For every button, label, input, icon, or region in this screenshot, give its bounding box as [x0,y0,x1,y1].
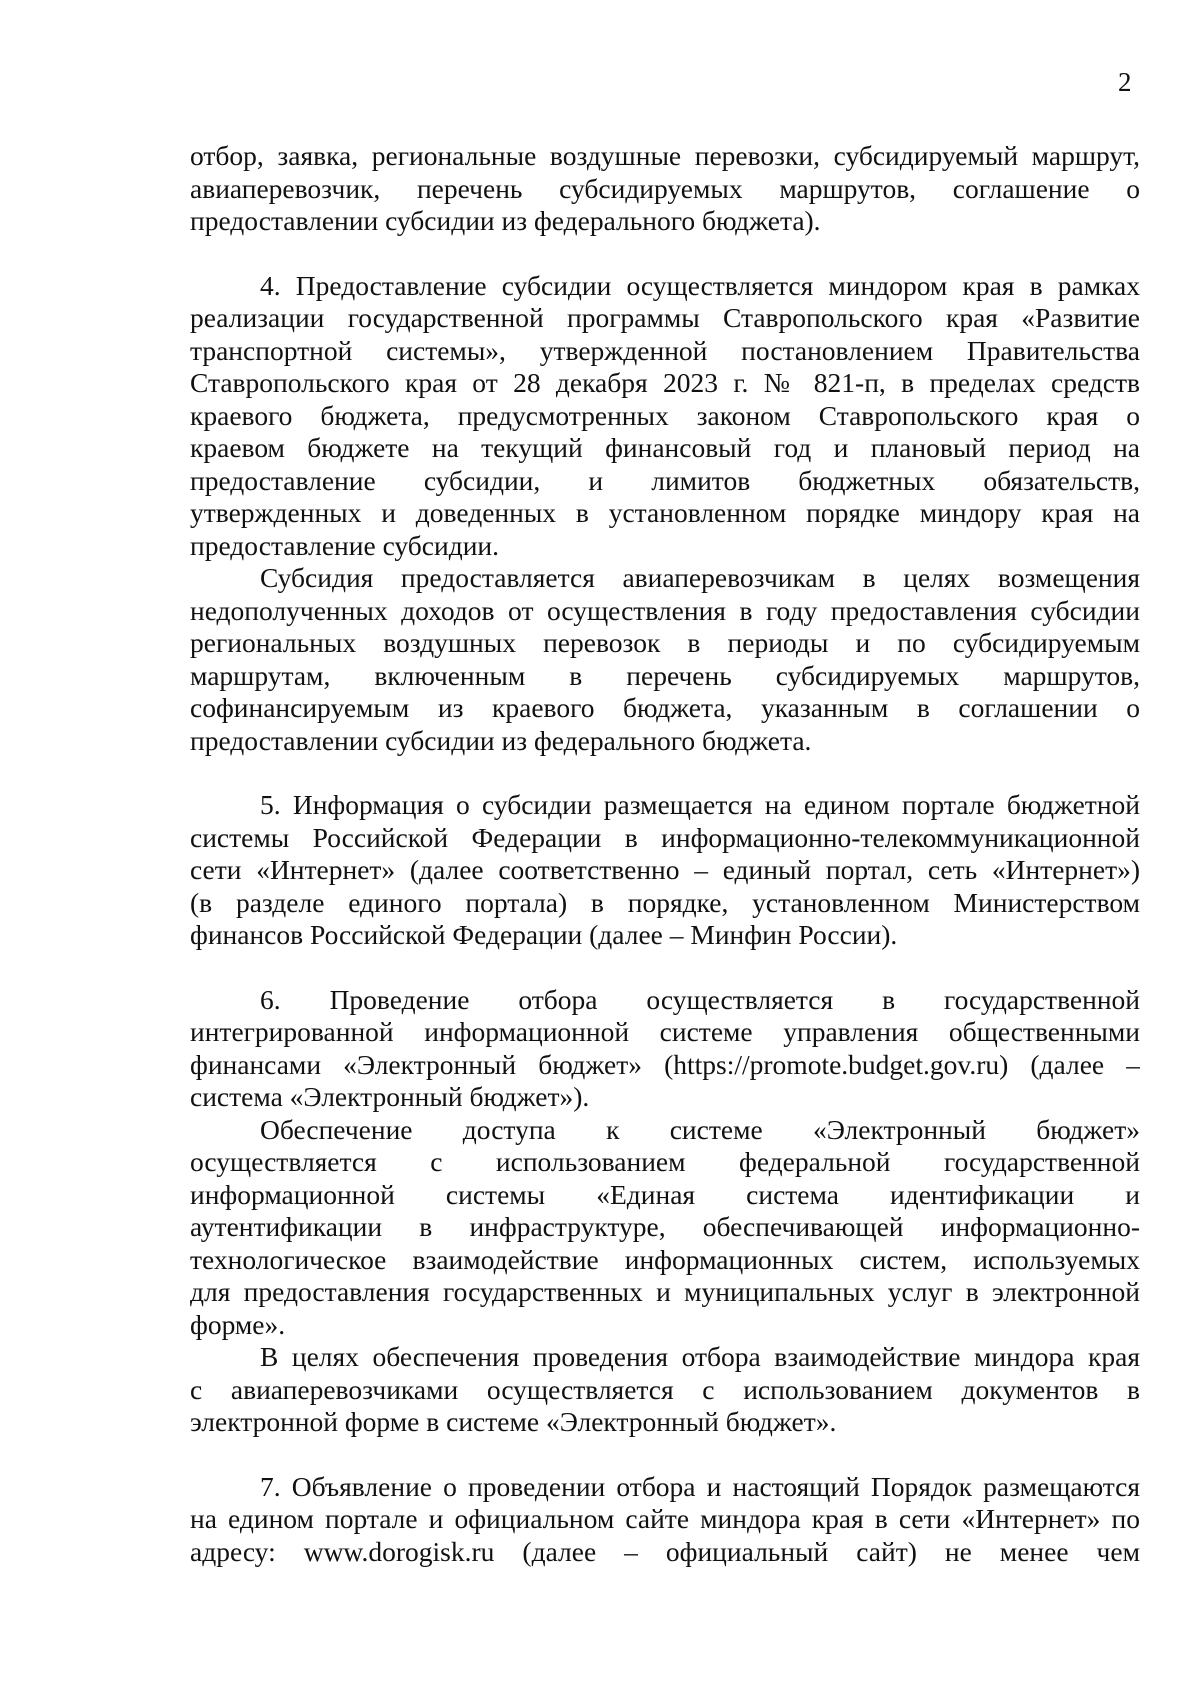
text-line: аутентификации в инфраструктуре, обеспечивающей информационно- [190,1211,1140,1242]
text-line: осуществляется с использованием федеральной государственной [190,1146,1140,1177]
text-line: интегрированной информационной системе управления общественными [190,1016,1140,1047]
paragraph-item-6-interaction [190,1341,1140,1439]
paragraph-item-4 [190,270,1140,563]
text-line: система «Электронный бюджет»). [190,1081,590,1112]
text-line: отбор, заявка, региональные воздушные перевозки, субсидируемый маршрут, [190,140,1140,171]
text-line: В целях обеспечения проведения отбора взаимодействие миндора края [260,1341,1140,1372]
text-line: утвержденных и доведенных в установленном порядке миндору края на [190,497,1140,528]
text-line: электронной форме в системе «Электронный бюджет». [190,1406,837,1437]
text-line: Ставропольского края от 28 декабря 2023 г. № 821-п, в пределах средств [190,367,1140,398]
text-line: предоставление субсидии. [190,529,500,561]
text-line: с авиаперевозчиками осуществляется с использованием документов в [190,1373,1140,1405]
text-line: предоставлении субсидии из федерального бюджета. [190,724,812,756]
text-line: системы Российской Федерации в информационно-телекоммуникационной [190,821,1140,853]
text-line: адресу: www.dorogisk.ru (далее – официальный сайт) не менее чем [190,1535,1140,1567]
text-line: региональных воздушных перевозок в периоды и по субсидируемым [190,627,1140,658]
text-line: для предоставления государственных и муниципальных услуг в электронной [190,1276,1140,1307]
text-line: 7. Объявление о проведении отбора и настоящий Порядок размещаются [260,1470,1140,1502]
paragraph-item-7 [190,1471,1140,1569]
text-line: недополученных доходов от осуществления в году предоставления субсидии [190,594,1140,626]
paragraph-item-4-subsidy-purpose [190,562,1140,757]
text-line: Субсидия предоставляется авиаперевозчикам в целях возмещения [260,562,1140,593]
document-body [190,140,1140,1568]
text-line: маршрутам, включенным в перечень субсидируемых маршрутов, [190,659,1140,691]
text-line: транспортной системы», утвержденной постановлением Правительства [190,334,1140,366]
text-line: сети «Интернет» (далее соответственно – единый портал, сеть «Интернет») [190,854,1140,885]
text-line: краевом бюджете на текущий финансовый год и плановый период на [190,432,1140,463]
text-line: финансов Российской Федерации (далее – Минфин России). [190,919,898,950]
text-line: финансами «Электронный бюджет» (https://promote.budget.gov.ru) (далее – [190,1048,1140,1080]
text-line: на едином портале и официальном сайте миндора края в сети «Интернет» по [190,1503,1140,1534]
text-line: (в разделе единого портала) в порядке, установленном Министерством [190,886,1140,918]
text-line: 4. Предоставление субсидии осуществляется миндором края в рамках [260,269,1140,301]
text-line: 5. Информация о субсидии размещается на едином портале бюджетной [260,789,1140,820]
text-line: Обеспечение доступа к системе «Электронный бюджет» [260,1113,1140,1145]
text-line: реализации государственной программы Ставропольского края «Развитие [190,302,1140,333]
paragraph-item-5 [190,789,1140,952]
text-line: краевого бюджета, предусмотренных законом Ставропольского края о [190,399,1140,431]
text-line: технологическое взаимодействие информационных систем, используемых [190,1243,1140,1275]
paragraph-item-6-access [190,1114,1140,1342]
paragraph-intro-continuation [190,140,1140,238]
page-number: 2 [1118,67,1132,97]
text-line: 6. Проведение отбора осуществляется в государственной [260,983,1140,1015]
text-line: предоставлении субсидии из федерального бюджета). [190,205,821,236]
text-line: софинансируемым из краевого бюджета, указанным в соглашении о [190,692,1140,723]
text-line: предоставление субсидии, и лимитов бюджетных обязательств, [190,464,1140,496]
paragraph-item-6 [190,984,1140,1114]
text-line: форме». [190,1308,286,1340]
text-line: авиаперевозчик, перечень субсидируемых маршрутов, соглашение о [190,172,1140,204]
text-line: информационной системы «Единая система идентификации и [190,1178,1140,1210]
